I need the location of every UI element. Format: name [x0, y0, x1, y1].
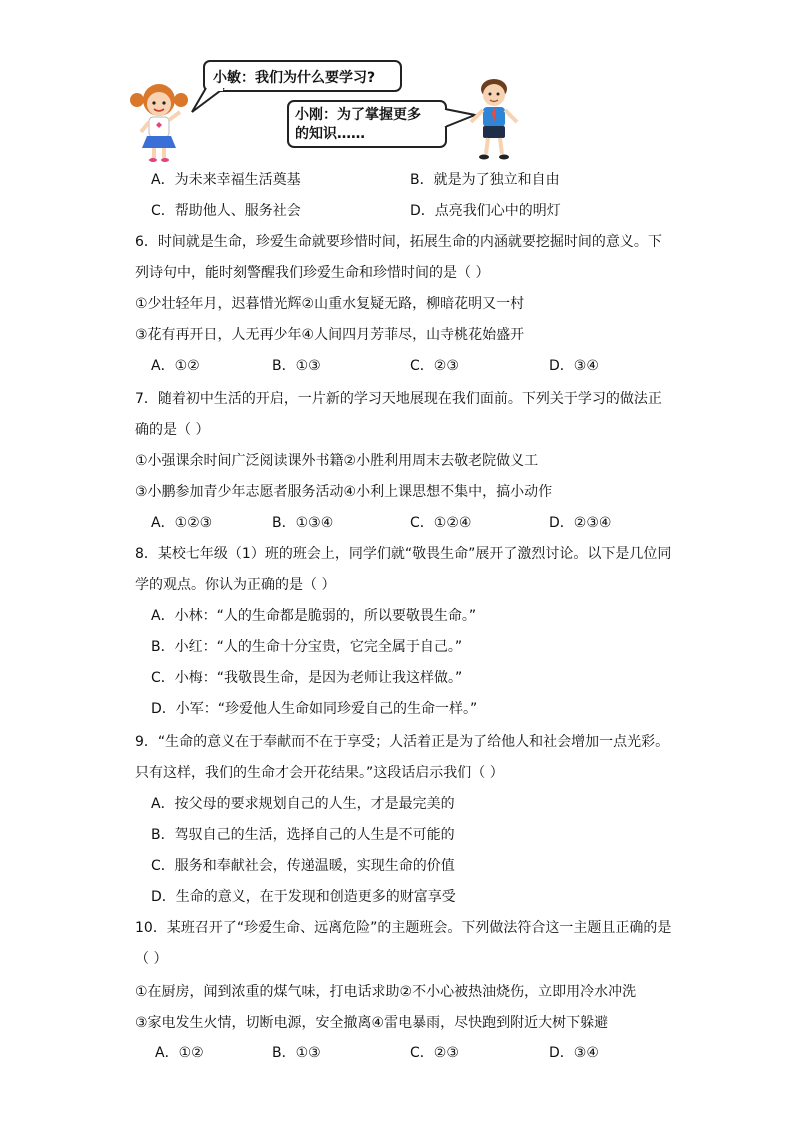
- boy-speech-bubble: [287, 100, 447, 148]
- q6-item-line2: ③花有再开日，人无再少年④人间四月芳菲尽，山寺桃花始盛开: [135, 327, 525, 343]
- q10-stem-line1: 10．某班召开了“珍爱生命、远离危险”的主题班会。下列做法符合这一主题且正确的是: [135, 920, 672, 936]
- q10-option-b[interactable]: B．①③: [272, 1045, 321, 1061]
- q7-item-line1: ①小强课余时间广泛阅读课外书籍②小胜利用周末去敬老院做义工: [135, 453, 539, 469]
- q8-stem-line2: 学的观点。你认为正确的是（ ）: [135, 577, 336, 593]
- q5-option-c[interactable]: C．帮助他人、服务社会: [151, 203, 301, 219]
- girl-bubble-tail: [190, 88, 230, 116]
- q9-option-c[interactable]: C．服务和奉献社会，传递温暖，实现生命的价值: [151, 858, 455, 874]
- q7-option-d[interactable]: D．②③④: [549, 515, 612, 531]
- q5-option-a[interactable]: A．为未来幸福生活奠基: [151, 172, 301, 188]
- q5-option-d[interactable]: D．点亮我们心中的明灯: [410, 203, 561, 219]
- q5-option-b[interactable]: B．就是为了独立和自由: [410, 172, 560, 188]
- q8-option-d[interactable]: D．小军：“珍爱他人生命如同珍爱自己的生命一样。”: [151, 701, 478, 717]
- boy-figure: [466, 76, 522, 162]
- boy-speech-text-line2: 的知识……: [295, 126, 365, 142]
- q7-option-a[interactable]: A．①②③: [151, 515, 213, 531]
- q8-option-b[interactable]: B．小红：“人的生命十分宝贵，它完全属于自己。”: [151, 639, 463, 655]
- q9-option-d[interactable]: D．生命的意义，在于发现和创造更多的财富享受: [151, 889, 456, 905]
- q6-option-c[interactable]: C．②③: [410, 358, 459, 374]
- q8-stem-line1: 8．某校七年级（1）班的班会上，同学们就“敬畏生命”展开了激烈讨论。以下是几位同: [135, 546, 672, 562]
- q10-option-d[interactable]: D．③④: [549, 1045, 599, 1061]
- q7-item-line2: ③小鹏参加青少年志愿者服务活动④小利上课思想不集中，搞小动作: [135, 484, 553, 500]
- boy-speech-text-line1: 小刚：为了掌握更多: [295, 107, 421, 123]
- q7-stem-line1: 7．随着初中生活的开启，一片新的学习天地展现在我们面前。下列关于学习的做法正: [135, 391, 662, 407]
- q10-item-line2: ③家电发生火情，切断电源，安全撤离④雷电暴雨，尽快跑到附近大树下躲避: [135, 1015, 609, 1031]
- q6-item-line1: ①少壮轻年月，迟暮惜光辉②山重水复疑无路，柳暗花明又一村: [135, 296, 525, 312]
- q10-option-a[interactable]: A．①②: [155, 1045, 204, 1061]
- girl-figure: [128, 80, 190, 162]
- q10-stem-line2: （ ）: [135, 951, 168, 967]
- girl-speech-text: 小敏：我们为什么要学习?: [213, 70, 376, 86]
- girl-speech-bubble: [203, 60, 402, 92]
- q10-option-c[interactable]: C．②③: [410, 1045, 459, 1061]
- q7-option-b[interactable]: B．①③④: [272, 515, 334, 531]
- q6-option-b[interactable]: B．①③: [272, 358, 321, 374]
- q6-option-a[interactable]: A．①②: [151, 358, 200, 374]
- q6-stem-line2: 列诗句中，能时刻警醒我们珍爱生命和珍惜时间的是（ ）: [135, 265, 490, 281]
- q10-item-line1: ①在厨房，闻到浓重的煤气味，打电话求助②不小心被热油烧伤，立即用冷水冲洗: [135, 984, 637, 1000]
- q8-option-a[interactable]: A．小林：“人的生命都是脆弱的，所以要敬畏生命。”: [151, 608, 477, 624]
- q7-stem-line2: 确的是（ ）: [135, 422, 210, 438]
- q6-stem-line1: 6．时间就是生命，珍爱生命就要珍惜时间，拓展生命的内涵就要挖掘时间的意义。下: [135, 234, 662, 250]
- q9-stem-line2: 只有这样，我们的生命才会开花结果。”这段话启示我们（ ）: [135, 765, 504, 781]
- q8-option-c[interactable]: C．小梅：“我敬畏生命，是因为老师让我这样做。”: [151, 670, 463, 686]
- q6-option-d[interactable]: D．③④: [549, 358, 599, 374]
- q7-option-c[interactable]: C．①②④: [410, 515, 472, 531]
- q9-option-a[interactable]: A．按父母的要求规划自己的人生，才是最完美的: [151, 796, 455, 812]
- q9-stem-line1: 9．“生命的意义在于奉献而不在于享受；人活着正是为了给他人和社会增加一点光彩。: [135, 734, 670, 750]
- q9-option-b[interactable]: B．驾驭自己的生活，选择自己的人生是不可能的: [151, 827, 455, 843]
